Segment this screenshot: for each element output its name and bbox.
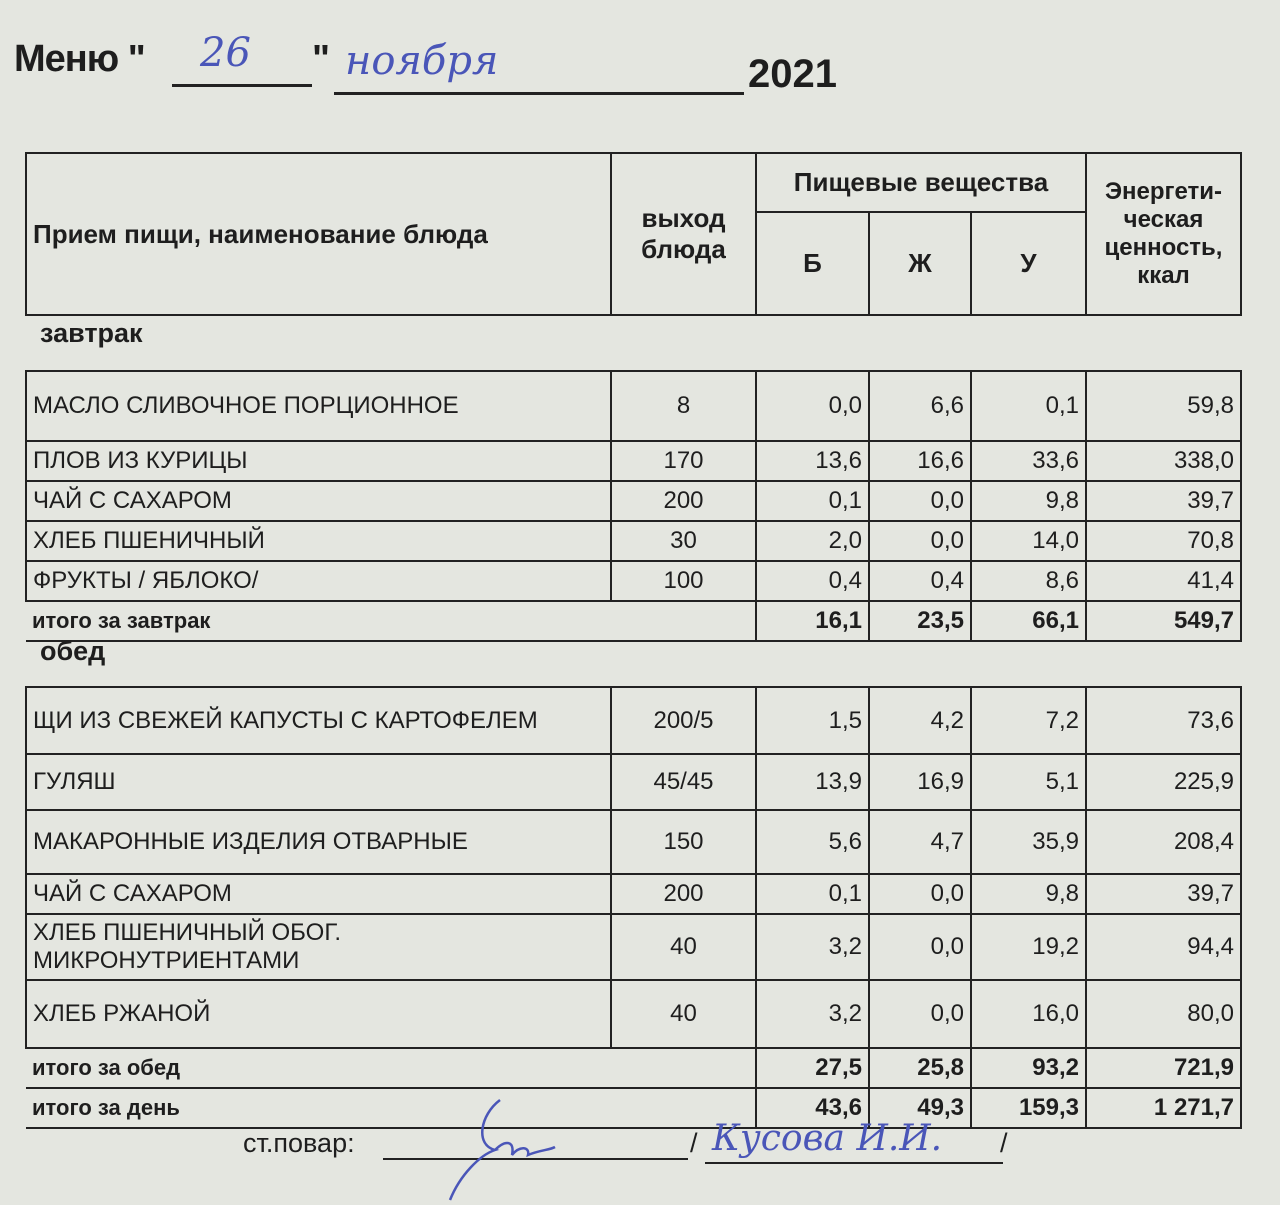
table-row <box>26 521 1241 561</box>
cell-b: 13,6 <box>756 441 869 481</box>
cell-u: 19,2 <box>971 914 1086 980</box>
cell-b: 1,5 <box>756 687 869 754</box>
total-kcal: 549,7 <box>1086 601 1241 641</box>
cell-yield: 45/45 <box>611 754 756 810</box>
cell-kcal: 80,0 <box>1086 980 1241 1048</box>
cell-u: 7,2 <box>971 687 1086 754</box>
col-energy: Энергети-ческая ценность, ккал <box>1086 153 1241 315</box>
cell-yield: 170 <box>611 441 756 481</box>
menu-day: 26 <box>200 30 251 76</box>
cell-b: 0,1 <box>756 481 869 521</box>
col-nutrients: Пищевые вещества <box>756 153 1086 212</box>
cell-zh: 0,0 <box>869 521 971 561</box>
cell-name: ХЛЕБ РЖАНОЙ <box>26 980 611 1048</box>
cell-name: ЩИ ИЗ СВЕЖЕЙ КАПУСТЫ С КАРТОФЕЛЕМ <box>26 687 611 754</box>
cell-name: ЧАЙ С САХАРОМ <box>26 874 611 914</box>
total-row <box>26 1088 1241 1128</box>
cell-yield: 100 <box>611 561 756 601</box>
total-b: 16,1 <box>756 601 869 641</box>
lunch-table <box>25 686 1242 1129</box>
cell-kcal: 39,7 <box>1086 874 1241 914</box>
cell-kcal: 208,4 <box>1086 810 1241 874</box>
total-b: 43,6 <box>756 1088 869 1128</box>
cell-zh: 4,7 <box>869 810 971 874</box>
table-row <box>26 687 1241 754</box>
menu-year: 2021 <box>748 52 837 96</box>
cell-u: 9,8 <box>971 874 1086 914</box>
cell-name: ПЛОВ ИЗ КУРИЦЫ <box>26 441 611 481</box>
table-row <box>26 561 1241 601</box>
cell-name: ГУЛЯШ <box>26 754 611 810</box>
cell-b: 0,4 <box>756 561 869 601</box>
section-breakfast: завтрак <box>40 318 143 348</box>
col-name: Прием пищи, наименование блюда <box>26 153 611 315</box>
cell-u: 8,6 <box>971 561 1086 601</box>
total-zh: 23,5 <box>869 601 971 641</box>
cell-zh: 0,0 <box>869 914 971 980</box>
total-row <box>26 601 1241 641</box>
table-row <box>26 441 1241 481</box>
total-u: 66,1 <box>971 601 1086 641</box>
cell-b: 3,2 <box>756 914 869 980</box>
total-label: итого за обед <box>26 1048 756 1088</box>
table-row <box>26 810 1241 874</box>
cell-kcal: 39,7 <box>1086 481 1241 521</box>
separator: / <box>690 1128 698 1158</box>
chef-label: ст.повар: <box>243 1128 355 1158</box>
month-underline <box>334 92 744 95</box>
total-u: 159,3 <box>971 1088 1086 1128</box>
cell-name: МАСЛО СЛИВОЧНОЕ ПОРЦИОННОЕ <box>26 371 611 441</box>
cell-kcal: 59,8 <box>1086 371 1241 441</box>
cell-u: 16,0 <box>971 980 1086 1048</box>
cell-zh: 0,4 <box>869 561 971 601</box>
cell-zh: 0,0 <box>869 980 971 1048</box>
table-row <box>26 980 1241 1048</box>
cell-b: 3,2 <box>756 980 869 1048</box>
cell-u: 33,6 <box>971 441 1086 481</box>
total-u: 93,2 <box>971 1048 1086 1088</box>
cell-yield: 30 <box>611 521 756 561</box>
cell-yield: 200/5 <box>611 687 756 754</box>
cell-u: 14,0 <box>971 521 1086 561</box>
menu-title: Меню " <box>14 38 145 80</box>
cell-b: 13,9 <box>756 754 869 810</box>
cell-name: МАКАРОННЫЕ ИЗДЕЛИЯ ОТВАРНЫЕ <box>26 810 611 874</box>
total-label: итого за завтрак <box>26 601 756 641</box>
breakfast-table <box>25 370 1242 642</box>
cell-name: ХЛЕБ ПШЕНИЧНЫЙ <box>26 521 611 561</box>
cell-zh: 0,0 <box>869 481 971 521</box>
chef-name: Кусова И.И. <box>712 1118 943 1159</box>
total-label: итого за день <box>26 1088 756 1128</box>
cell-zh: 16,6 <box>869 441 971 481</box>
col-zh: Ж <box>869 212 971 315</box>
cell-u: 35,9 <box>971 810 1086 874</box>
col-u: У <box>971 212 1086 315</box>
cell-b: 0,1 <box>756 874 869 914</box>
separator-end: / <box>1000 1128 1008 1158</box>
cell-u: 5,1 <box>971 754 1086 810</box>
menu-month: ноября <box>345 38 499 84</box>
cell-u: 9,8 <box>971 481 1086 521</box>
cell-name: ЧАЙ С САХАРОМ <box>26 481 611 521</box>
total-zh: 49,3 <box>869 1088 971 1128</box>
quote: " <box>312 38 331 80</box>
cell-kcal: 94,4 <box>1086 914 1241 980</box>
cell-kcal: 225,9 <box>1086 754 1241 810</box>
header-table <box>25 152 1242 316</box>
cell-yield: 150 <box>611 810 756 874</box>
cell-yield: 40 <box>611 980 756 1048</box>
section-lunch: обед <box>40 636 106 666</box>
cell-zh: 0,0 <box>869 874 971 914</box>
chef-signature <box>420 1095 570 1205</box>
cell-yield: 8 <box>611 371 756 441</box>
total-kcal: 721,9 <box>1086 1048 1241 1088</box>
total-kcal: 1 271,7 <box>1086 1088 1241 1128</box>
cell-kcal: 70,8 <box>1086 521 1241 561</box>
table-row <box>26 481 1241 521</box>
cell-kcal: 73,6 <box>1086 687 1241 754</box>
cell-yield: 200 <box>611 481 756 521</box>
day-underline <box>172 84 312 87</box>
table-row <box>26 754 1241 810</box>
total-b: 27,5 <box>756 1048 869 1088</box>
cell-b: 5,6 <box>756 810 869 874</box>
total-zh: 25,8 <box>869 1048 971 1088</box>
table-row <box>26 914 1241 980</box>
col-b: Б <box>756 212 869 315</box>
cell-kcal: 338,0 <box>1086 441 1241 481</box>
table-row <box>26 371 1241 441</box>
total-row <box>26 1048 1241 1088</box>
cell-b: 0,0 <box>756 371 869 441</box>
cell-zh: 16,9 <box>869 754 971 810</box>
cell-zh: 6,6 <box>869 371 971 441</box>
table-row <box>26 874 1241 914</box>
cell-yield: 200 <box>611 874 756 914</box>
cell-u: 0,1 <box>971 371 1086 441</box>
cell-name: ФРУКТЫ / ЯБЛОКО/ <box>26 561 611 601</box>
name-line <box>705 1162 1003 1164</box>
cell-kcal: 41,4 <box>1086 561 1241 601</box>
cell-yield: 40 <box>611 914 756 980</box>
col-yield: выход блюда <box>611 153 756 315</box>
cell-b: 2,0 <box>756 521 869 561</box>
cell-zh: 4,2 <box>869 687 971 754</box>
cell-name: ХЛЕБ ПШЕНИЧНЫЙ ОБОГ. МИКРОНУТРИЕНТАМИ <box>26 914 611 980</box>
